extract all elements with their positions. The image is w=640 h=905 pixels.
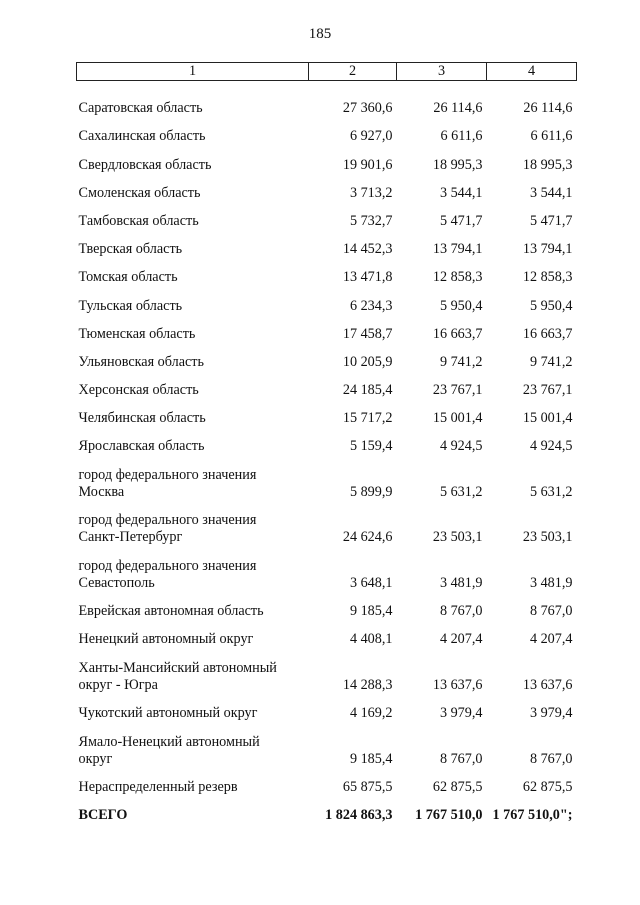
region-name [77, 620, 309, 648]
region-name [77, 399, 309, 427]
value-col-4: 6 611,6 [530, 128, 573, 145]
value-col-3: 13 637,6 [432, 676, 483, 693]
table-row [77, 620, 577, 648]
value-col-4: 3 481,9 [529, 574, 573, 591]
value-col-2: 3 648,1 [349, 574, 393, 591]
value-col-2: 6 234,3 [349, 297, 393, 314]
value-col-4: 18 995,3 [522, 156, 573, 173]
region-name-line: Ямало-Ненецкий автономный [78, 733, 260, 750]
table-row [77, 89, 577, 117]
region-name-line: Тамбовская область [78, 212, 199, 229]
value-col-3: 4 924,5 [439, 438, 483, 455]
region-name [77, 722, 309, 768]
value-col-4: 23 503,1 [522, 529, 573, 546]
value-col-2: 27 360,6 [342, 100, 393, 117]
region-name-line: Ярославская область [78, 438, 205, 455]
region-name-line: Ульяновская область [78, 353, 204, 370]
value-col-2: 24 185,4 [342, 382, 393, 399]
value-col-4: 8 767,0 [529, 750, 573, 767]
header-col-4: 4 [487, 63, 577, 81]
value-col-4: 5 471,7 [529, 212, 573, 229]
value-col-3: 5 950,4 [439, 297, 483, 314]
table-row [77, 592, 577, 620]
table-row [77, 202, 577, 230]
value-col-3: 5 471,7 [439, 212, 483, 229]
region-name [77, 501, 309, 547]
region-name [77, 648, 309, 694]
value-col-4: 23 767,1 [522, 382, 573, 399]
region-name [77, 546, 309, 592]
budget-table [76, 62, 577, 824]
header-col-2: 2 [309, 63, 397, 81]
region-name [77, 258, 309, 286]
table-row [77, 427, 577, 455]
region-name-line: Тверская область [78, 241, 183, 258]
region-name [77, 592, 309, 620]
value-col-3: 13 794,1 [432, 241, 483, 258]
table-row [77, 501, 577, 547]
region-name-line: Херсонская область [78, 382, 199, 399]
value-col-4: 5 950,4 [529, 297, 573, 314]
value-col-2: 17 458,7 [342, 325, 393, 342]
value-col-3: 23 767,1 [432, 382, 483, 399]
value-col-4: 13 794,1 [522, 241, 573, 258]
value-col-3: 23 503,1 [432, 529, 483, 546]
value-col-2: 4 408,1 [349, 631, 393, 648]
value-col-4: 5 631,2 [529, 483, 573, 500]
value-col-2: 9 185,4 [349, 603, 393, 620]
value-col-2: 4 169,2 [349, 705, 393, 721]
value-col-3: 8 767,0 [439, 750, 483, 767]
table-row [77, 258, 577, 286]
region-name [77, 371, 309, 399]
region-name-line: Москва [78, 483, 125, 500]
region-name [77, 315, 309, 343]
value-col-2: 5 899,9 [349, 483, 393, 500]
value-col-2: 3 713,2 [349, 184, 393, 201]
value-col-4: 62 875,5 [522, 778, 573, 795]
region-name-line: Ханты-Мансийский автономный [78, 659, 277, 676]
value-col-2: 19 901,6 [342, 156, 393, 173]
value-col-2: 9 185,4 [349, 750, 393, 767]
region-name [77, 89, 309, 117]
value-col-3: 5 631,2 [439, 483, 483, 500]
region-name-line: округ [78, 750, 113, 767]
header-col-3: 3 [397, 63, 487, 81]
table-row [77, 546, 577, 592]
region-name-line: город федерального значения [78, 512, 257, 529]
region-name-line: город федерального значения [78, 557, 257, 574]
value-col-2: 65 875,5 [342, 778, 393, 795]
value-col-4: 15 001,4 [522, 410, 573, 427]
region-name-line: Смоленская область [78, 184, 201, 201]
region-name-line: Томская область [78, 269, 178, 286]
region-name-line: Ненецкий автономный округ [78, 631, 254, 648]
table-row [77, 722, 577, 768]
table-row [77, 455, 577, 501]
region-name [77, 202, 309, 230]
total-row [77, 796, 577, 824]
table-row [77, 174, 577, 202]
table-row [77, 343, 577, 371]
value-col-3: 3 544,1 [439, 184, 483, 201]
value-col-4: 9 741,2 [529, 353, 573, 370]
value-col-4: 13 637,6 [522, 676, 573, 693]
table-row [77, 117, 577, 145]
table-row [77, 694, 577, 722]
value-col-4: 16 663,7 [522, 325, 573, 342]
value-col-3: 3 979,4 [439, 705, 483, 721]
value-col-2: 13 471,8 [342, 269, 393, 286]
table-row [77, 768, 577, 796]
region-name-line: Еврейская автономная область [78, 603, 264, 620]
region-name-line: Тюменская область [78, 325, 196, 342]
value-col-2: 6 927,0 [349, 128, 393, 145]
value-col-3: 18 995,3 [432, 156, 483, 173]
header-col-1: 1 [77, 63, 309, 81]
table-row [77, 230, 577, 258]
table-row [77, 371, 577, 399]
value-col-4: 8 767,0 [529, 603, 573, 620]
table-header [77, 63, 577, 81]
value-col-3: 4 207,4 [439, 631, 483, 648]
header-row [77, 63, 577, 81]
value-col-3: 3 481,9 [439, 574, 483, 591]
value-col-2: 14 452,3 [342, 241, 393, 258]
value-col-4: 3 979,4 [529, 705, 573, 721]
table-row [77, 648, 577, 694]
region-name-line: Санкт-Петербург [78, 529, 183, 546]
region-name [77, 230, 309, 258]
total-value-col-3: 1 767 510,0 [415, 806, 483, 823]
region-name [77, 427, 309, 455]
value-col-2: 5 159,4 [349, 438, 393, 455]
value-col-2: 10 205,9 [342, 353, 393, 370]
region-name [77, 455, 309, 501]
value-col-4: 4 207,4 [529, 631, 573, 648]
page-number: 185 [308, 26, 332, 42]
value-col-3: 8 767,0 [439, 603, 483, 620]
region-name-line: Севастополь [78, 574, 155, 591]
region-name [77, 117, 309, 145]
value-col-2: 15 717,2 [342, 410, 393, 427]
region-name [77, 286, 309, 314]
value-col-3: 62 875,5 [432, 778, 483, 795]
region-name-line: Свердловская область [78, 156, 212, 173]
value-col-3: 12 858,3 [432, 269, 483, 286]
region-name [77, 174, 309, 202]
table-spacer [77, 81, 577, 90]
region-name-line: город федерального значения [78, 466, 257, 483]
region-name [77, 343, 309, 371]
value-col-2: 5 732,7 [349, 212, 393, 229]
value-col-3: 15 001,4 [432, 410, 483, 427]
table-row [77, 286, 577, 314]
value-col-3: 26 114,6 [433, 100, 483, 117]
value-col-3: 6 611,6 [440, 128, 483, 145]
total-value-col-2: 1 824 863,3 [325, 806, 393, 823]
table-row [77, 399, 577, 427]
table-body [77, 81, 577, 824]
region-name-line: Нераспределенный резерв [78, 778, 238, 795]
value-col-4: 3 544,1 [529, 184, 573, 201]
region-name-line: округ - Югра [78, 676, 158, 693]
table-row [77, 315, 577, 343]
value-col-4: 12 858,3 [522, 269, 573, 286]
value-col-4: 4 924,5 [529, 438, 573, 455]
region-name [77, 694, 309, 722]
value-col-2: 14 288,3 [342, 676, 393, 693]
table-row [77, 145, 577, 173]
value-col-3: 9 741,2 [439, 353, 483, 370]
value-col-4: 26 114,6 [523, 100, 573, 117]
region-name-line: Челябинская область [78, 410, 206, 427]
region-name-line: Саратовская область [78, 100, 203, 117]
value-col-3: 16 663,7 [432, 325, 483, 342]
region-name-line: Чукотский автономный округ [78, 705, 258, 721]
region-name-line: Сахалинская область [78, 128, 206, 145]
region-name [77, 145, 309, 173]
region-name [77, 768, 309, 796]
total-label: ВСЕГО [78, 806, 128, 823]
total-value-col-4: 1 767 510,0"; [492, 806, 573, 823]
region-name-line: Тульская область [78, 297, 183, 314]
value-col-2: 24 624,6 [342, 529, 393, 546]
